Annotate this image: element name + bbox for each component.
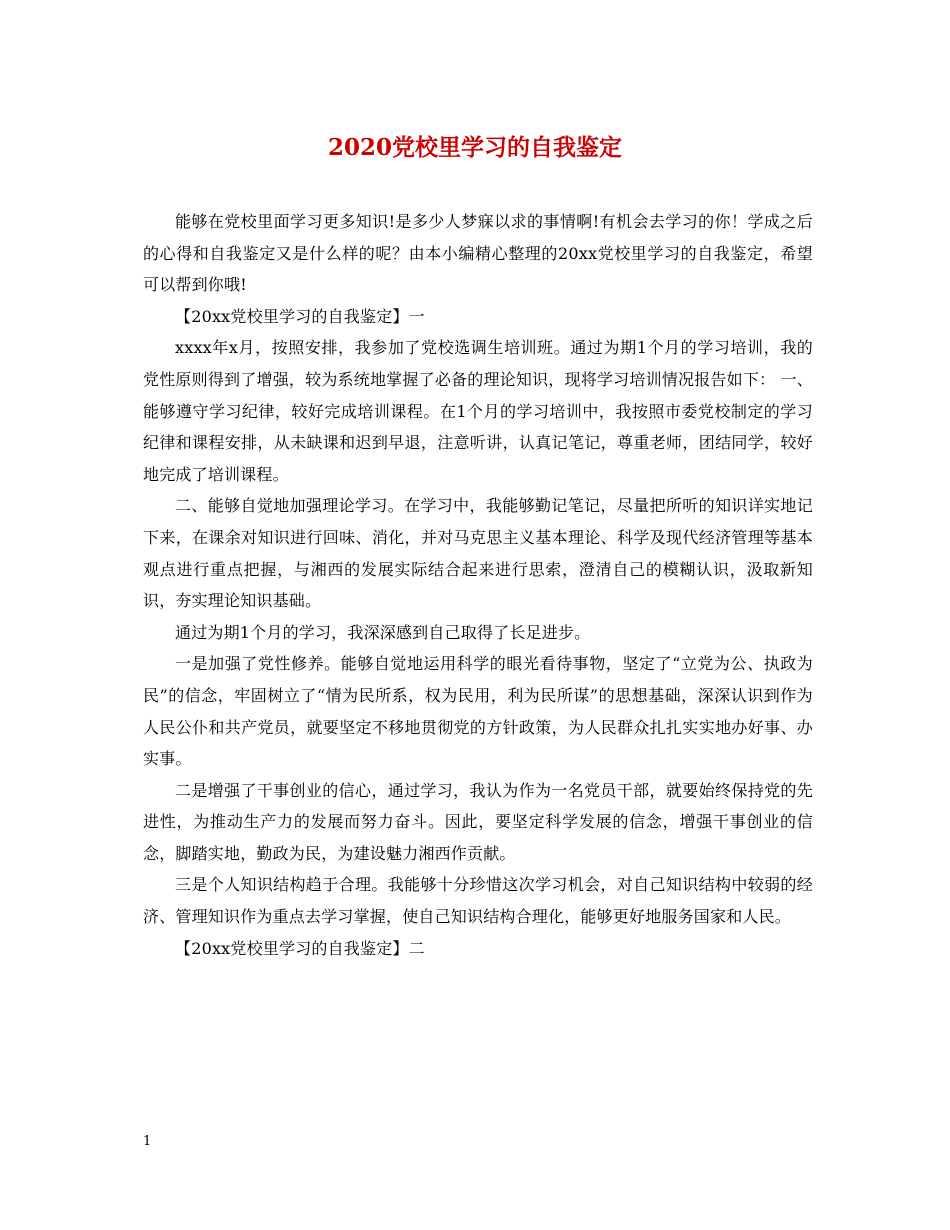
paragraph-theory-study: 二、能够自觉地加强理论学习。在学习中，我能够勤记笔记，尽量把所听的知识详实地记下来，在课余对知识进行回味、消化，并对马克思主义基本理论、科学及现代经济管理等基本观点进行重点把握，与湘西的发展实际结合起来进行思索，澄清自己的模糊认识，汲取新知识，夯实理论知识基础。 bbox=[143, 496, 813, 611]
section-heading-2: 【20xx党校里学习的自我鉴定】二 bbox=[175, 938, 425, 958]
document-body bbox=[143, 206, 813, 964]
paragraph-party-spirit: 一是加强了党性修养。能够自觉地运用科学的眼光看待事物，坚定了“立党为公、执政为民”的信念，牢固树立了“情为民所系，权为民用，利为民所谋”的思想基础，深深认识到作为人民公仆和共产党员，就要坚定不移地贯彻党的方针政策，为人民群众扎扎实实地办好事、办实事。 bbox=[143, 654, 813, 769]
paragraph-training-overview: xxxx年x月，按照安排，我参加了党校选调生培训班。通过为期1个月的学习培训，我的党性原则得到了增强，较为系统地掌握了必备的理论知识，现将学习培训情况报告如下： 一、能够遵守学习纪律，较好完成培训课程。在1个月的学习培训中，我按照市委党校制定的学习纪律和课程安排，从未缺课和迟到早退，注意听讲，认真记笔记，尊重老师，团结同学，较好地完成了培训课程。 bbox=[143, 338, 813, 484]
paragraph-knowledge-structure: 三是个人知识结构趋于合理。我能够十分珍惜这次学习机会，对自己知识结构中较弱的经济、管理知识作为重点去学习掌握，使自己知识结构合理化，能够更好地服务国家和人民。 bbox=[143, 875, 813, 927]
paragraph-confidence: 二是增强了干事创业的信心，通过学习，我认为作为一名党员干部，就要始终保持党的先进性，为推动生产力的发展而努力奋斗。因此，要坚定科学发展的信念，增强干事创业的信念，脚踏实地，勤政为民，为建设魅力湘西作贡献。 bbox=[143, 780, 813, 863]
paragraph-progress: 通过为期1个月的学习，我深深感到自己取得了长足进步。 bbox=[175, 622, 591, 642]
paragraph-intro: 能够在党校里面学习更多知识!是多少人梦寐以求的事情啊!有机会去学习的你！学成之后的心得和自我鉴定又是什么样的呢？由本小编精心整理的20xx党校里学习的自我鉴定，希望可以帮到你哦! bbox=[143, 212, 813, 295]
section-heading-1: 【20xx党校里学习的自我鉴定】一 bbox=[175, 306, 425, 326]
document-title: 2020党校里学习的自我鉴定 bbox=[327, 134, 622, 161]
page-number: 1 bbox=[143, 1134, 152, 1149]
